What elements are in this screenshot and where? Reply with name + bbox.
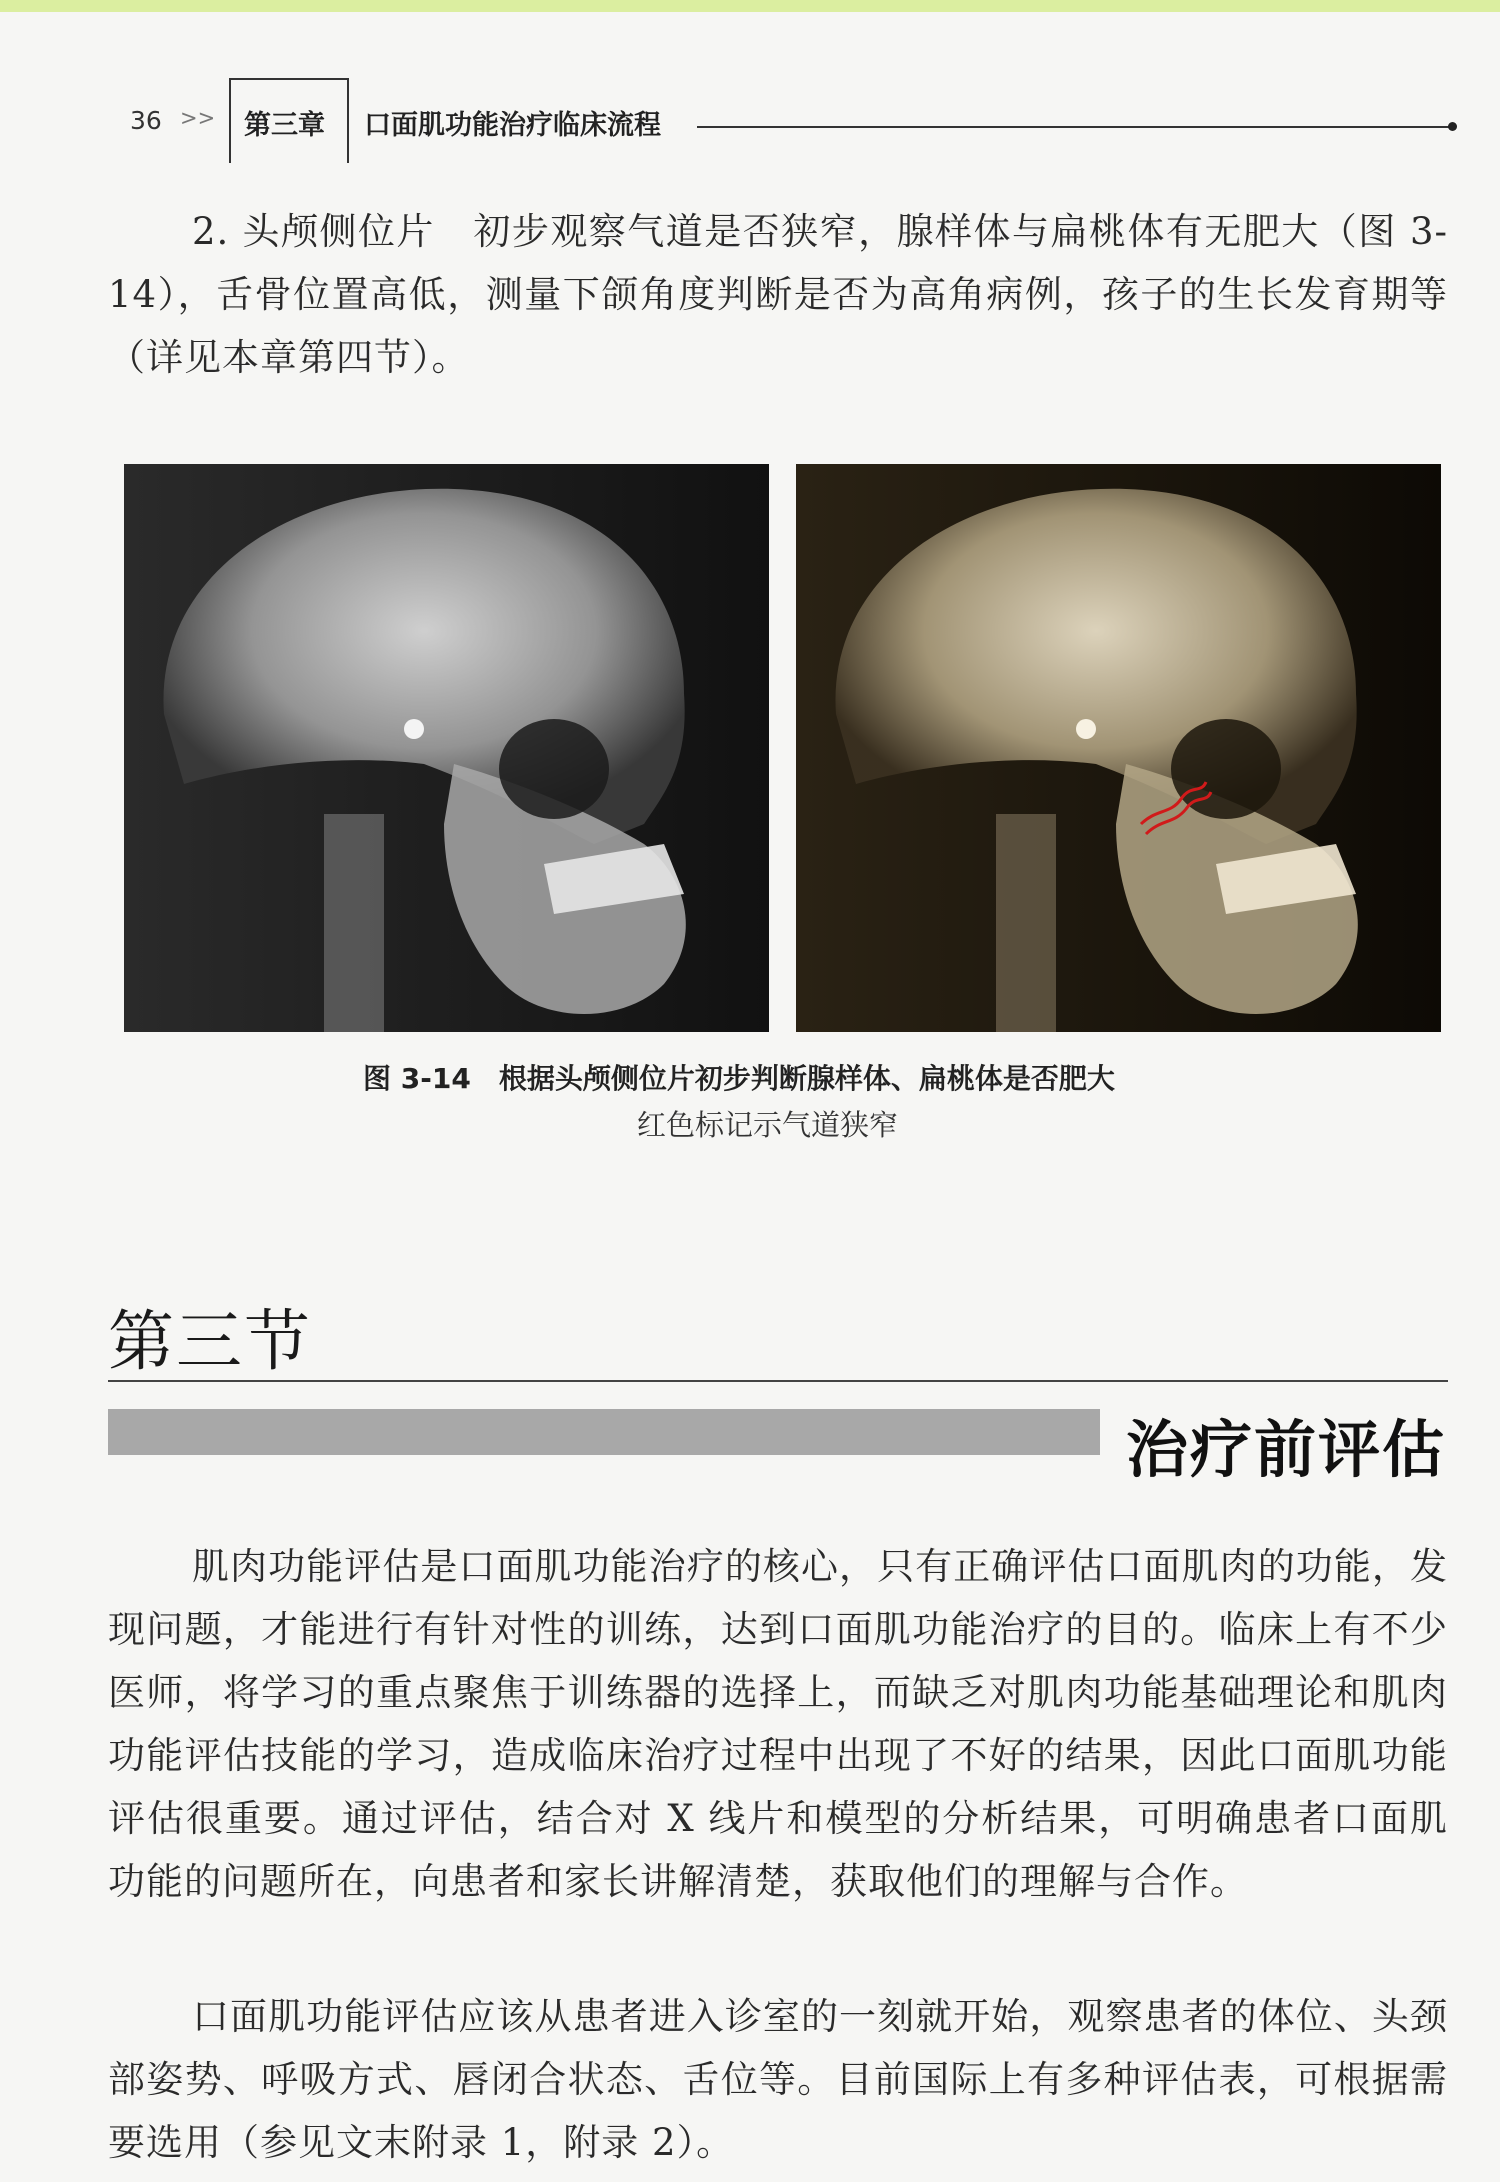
intro-paragraph: 2. 头颅侧位片 初步观察气道是否狭窄，腺样体与扁桃体有无肥大（图 3-14），舌骨位置高低，测量下颌角度判断是否为高角病例，孩子的生长发育期等（详见本章第四节）。 [108, 210, 1448, 379]
section-rule [108, 1380, 1448, 1382]
figure-subcaption: 红色标记示气道狭窄 [637, 1108, 899, 1142]
chapter-title: 口面肌功能治疗临床流程 [364, 110, 661, 141]
header-rule [697, 126, 1453, 128]
xray-image-left [124, 464, 769, 1032]
body-paragraph-1: 肌肉功能评估是口面肌功能治疗的核心，只有正确评估口面肌肉的功能，发现问题，才能进行有针对性的训练，达到口面肌功能治疗的目的。临床上有不少医师，将学习的重点聚焦于训练器的选择上，而缺乏对肌肉功能基础理论和肌肉功能评估技能的学习，造成临床治疗过程中出现了不好的结果，因此口面肌功能评估很重要。通过评估，结合对 X 线片和模型的分析结果，可明确患者口面肌功能的问题所在，向患者和家长讲解清楚，获取他们的理解与合作。 [108, 1545, 1448, 1903]
body-paragraph-2: 口面肌功能评估应该从患者进入诊室的一刻就开始，观察患者的体位、头颈部姿势、呼吸方式、唇闭合状态、舌位等。目前国际上有多种评估表，可根据需要选用（参见文末附录 1，附录 2）。 [108, 1995, 1448, 2164]
chapter-label: 第三章 [244, 110, 325, 141]
figure-caption: 图 3-14 根据头颅侧位片初步判断腺样体、扁桃体是否肥大 [363, 1062, 1115, 1095]
section-title-bar [108, 1409, 1100, 1455]
header-rule-end-dot [1448, 122, 1457, 131]
header-separator: >> [180, 106, 216, 130]
top-color-strip [0, 0, 1500, 12]
section-number: 第三节 [108, 1303, 312, 1380]
page-number: 36 [130, 106, 162, 135]
xray-image-right [796, 464, 1441, 1032]
section-title: 治疗前评估 [1126, 1413, 1447, 1486]
